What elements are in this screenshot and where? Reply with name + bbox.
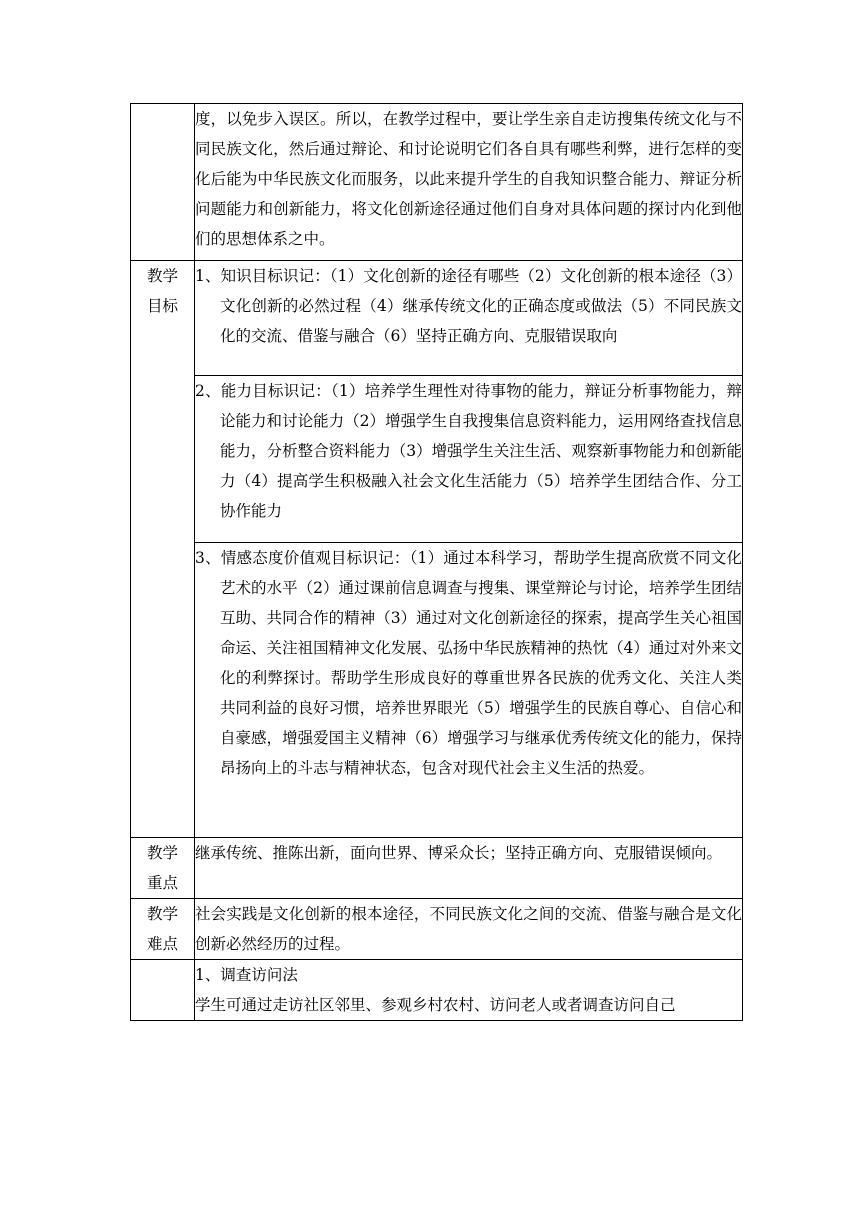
objective-knowledge-text: 1、知识目标识记：（1）文化创新的途径有哪些（2）文化创新的根本途径（3）文化创新的必然过程（4）继承传统文化的正确态度或做法（5）不同民族文化的交流、借鉴与融合（6）坚持正确方向、克服错误取向	[195, 267, 742, 345]
objective-knowledge	[195, 261, 743, 376]
table-row-objective-3	[131, 543, 743, 838]
row-label-objectives	[131, 261, 195, 838]
table-row-methods	[131, 960, 743, 1021]
objective-emotion-text: 3、情感态度价值观目标识记：（1）通过本科学习，帮助学生提高欣赏不同文化艺术的水平（2）通过课前信息调查与搜集、课堂辩论与讨论，培养学生团结互助、共同合作的精神（3）通过对文化创新途径的探索，提高学生关心祖国命运、关注祖国精神文化发展、弘扬中华民族精神的热忱（4）通过对外来文化的利弊探讨。帮助学生形成良好的尊重世界各民族的优秀文化、关注人类共同利益的良好习惯，培养世界眼光（5）增强学生的民族自尊心、自信心和自豪感，增强爱国主义精神（6）增强学习与继承优秀传统文化的能力，保持昂扬向上的斗志与精神状态，包含对现代社会主义生活的热爱。	[195, 549, 742, 777]
table-row-objective-2	[131, 376, 743, 543]
objective-ability	[195, 376, 743, 543]
table-row-difficulties	[131, 899, 743, 960]
table-row-objective-1	[131, 261, 743, 376]
methods-cell	[195, 960, 743, 1021]
row-label-difficulties	[131, 899, 195, 960]
objective-ability-text: 2、能力目标识记：（1）培养学生理性对待事物的能力，辩证分析事物能力，辩论能力和讨论能力（2）增强学生自我搜集信息资料能力，运用网络查找信息能力，分析整合资料能力（3）增强学生关注生活、观察新事物能力和创新能力（4）提高学生积极融入社会文化生活能力（5）培养学生团结合作、分工协作能力	[195, 382, 742, 520]
methods-heading: 1、调查访问法	[195, 966, 298, 984]
methods-text: 学生可通过走访社区邻里、参观乡村农村、访问老人或者调查访问自己	[195, 996, 676, 1014]
lesson-plan-table	[130, 103, 743, 1021]
row-label-methods-empty	[131, 960, 195, 1021]
row-label-key-points	[131, 838, 195, 899]
continuation-text: 度，以免步入误区。所以，在教学过程中，要让学生亲自走访搜集传统文化与不同民族文化，然后通过辩论、和讨论说明它们各自具有哪些利弊，进行怎样的变化后能为中华民族文化而服务，以此来提升学生的自我知识整合能力、辩证分析问题能力和创新能力，将文化创新途径通过他们自身对具体问题的探讨内化到他们的思想体系之中。	[195, 104, 743, 261]
table-row-key-points	[131, 838, 743, 899]
difficulties-label: 教学难点	[146, 905, 178, 953]
key-points-text: 继承传统、推陈出新，面向世界、博采众长；坚持正确方向、克服错误倾向。	[195, 838, 743, 899]
objective-emotion	[195, 543, 743, 838]
objectives-label: 教学目标	[146, 267, 178, 315]
table-row-continuation	[131, 104, 743, 261]
row-label-empty	[131, 104, 195, 261]
difficulties-text: 社会实践是文化创新的根本途径，不同民族文化之间的交流、借鉴与融合是文化创新必然经历的过程。	[195, 899, 743, 960]
key-points-label: 教学重点	[146, 844, 178, 892]
